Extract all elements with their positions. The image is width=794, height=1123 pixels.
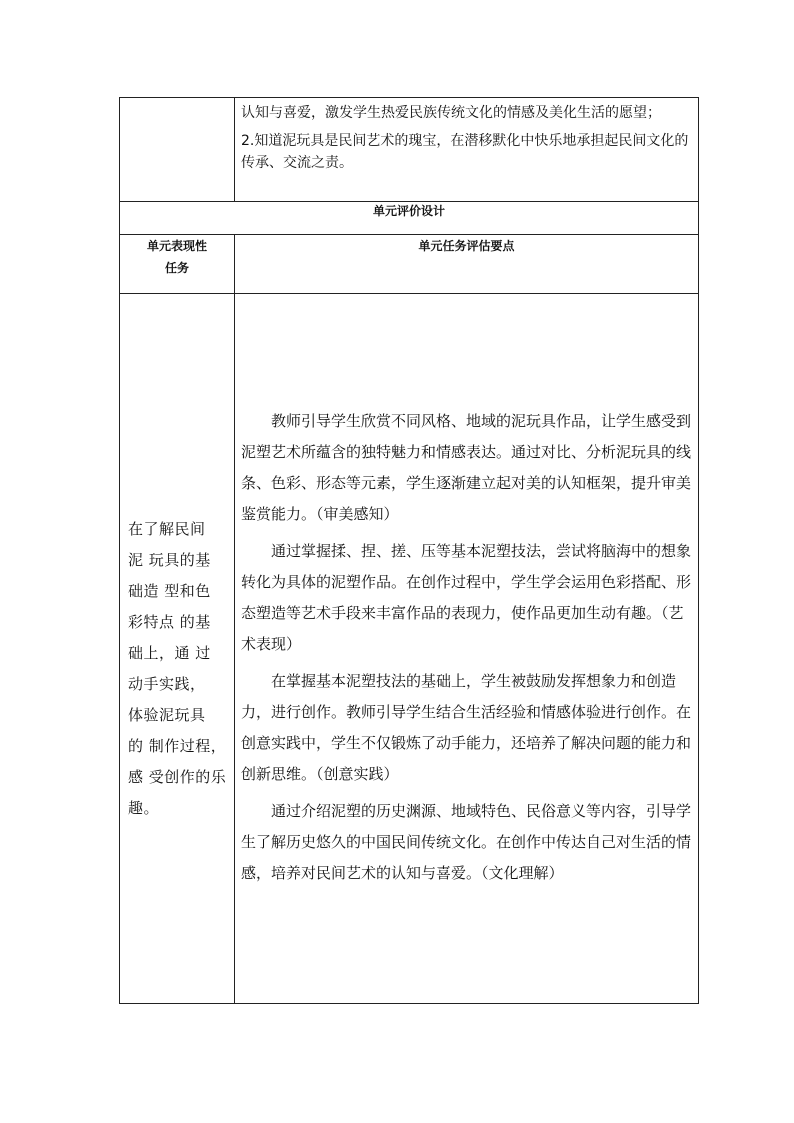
task-line: 的 制作过程，	[128, 736, 227, 755]
section-title-row	[120, 202, 699, 235]
column-header-task-line1: 单元表现性	[146, 239, 207, 253]
column-header-row	[120, 235, 699, 294]
goal-item-2: 2.知道泥玩具是民间艺术的瑰宝，在潜移默化中快乐地承担起民间文化的传承、交流之责。	[241, 133, 689, 171]
content-row	[120, 294, 699, 1004]
goals-continuation-row	[120, 98, 699, 202]
task-line: 础造 型和色	[128, 581, 211, 600]
task-line: 在了解民间	[128, 519, 206, 538]
task-line: 动手实践，	[128, 674, 206, 693]
column-header-task-line2: 任务	[164, 261, 189, 275]
empty-label-cell	[120, 98, 235, 202]
column-header-assessment: 单元任务评估要点	[235, 235, 699, 294]
column-header-task	[120, 235, 235, 294]
goal-continuation-text: 认知与喜爱，激发学生热爱民族传统文化的情感及美化生活的愿望；	[241, 105, 661, 121]
task-line: 础上，通 过	[128, 643, 211, 662]
assessment-aesthetic-perception: 教师引导学生欣赏不同风格、地域的泥玩具作品，让学生感受到泥塑艺术所蕴含的独特魅力和情感表达。通过对比、分析泥玩具的线条、色彩、形态等元素，学生逐渐建立起对美的认知框架，提升审美鉴赏能力。（审美感知）	[241, 412, 692, 523]
assessment-artistic-expression: 通过掌握揉、捏、搓、压等基本泥塑技法，尝试将脑海中的想象转化为具体的泥塑作品。在创作过程中，学生学会运用色彩搭配、形态塑造等艺术手段来丰富作品的表现力，使作品更加生动有趣。（艺术表现）	[241, 542, 692, 653]
goals-cell	[235, 98, 699, 202]
task-line: 感 受创作的乐	[128, 767, 227, 786]
assessment-points-cell	[235, 294, 699, 1004]
assessment-creative-practice: 在掌握基本泥塑技法的基础上，学生被鼓励发挥想象力和创造力，进行创作。教师引导学生结合生活经验和情感体验进行创作。在创意实践中，学生不仅锻炼了动手能力，还培养了解决问题的能力和创新思维。（创意实践）	[241, 672, 692, 783]
section-title: 单元评价设计	[120, 202, 699, 235]
task-line: 彩特点 的基	[128, 612, 211, 631]
performance-task-cell	[120, 294, 235, 1004]
task-line: 体验泥玩具	[128, 705, 206, 724]
task-line: 泥 玩具的基	[128, 550, 211, 569]
evaluation-table	[119, 97, 699, 1004]
performance-task-text	[120, 514, 234, 824]
assessment-cultural-understanding: 通过介绍泥塑的历史渊源、地域特色、民俗意义等内容，引导学生了解历史悠久的中国民间传统文化。在创作中传达自己对生活的情感，培养对民间艺术的认知与喜爱。（文化理解）	[241, 802, 692, 882]
task-line: 趣。	[128, 798, 160, 817]
